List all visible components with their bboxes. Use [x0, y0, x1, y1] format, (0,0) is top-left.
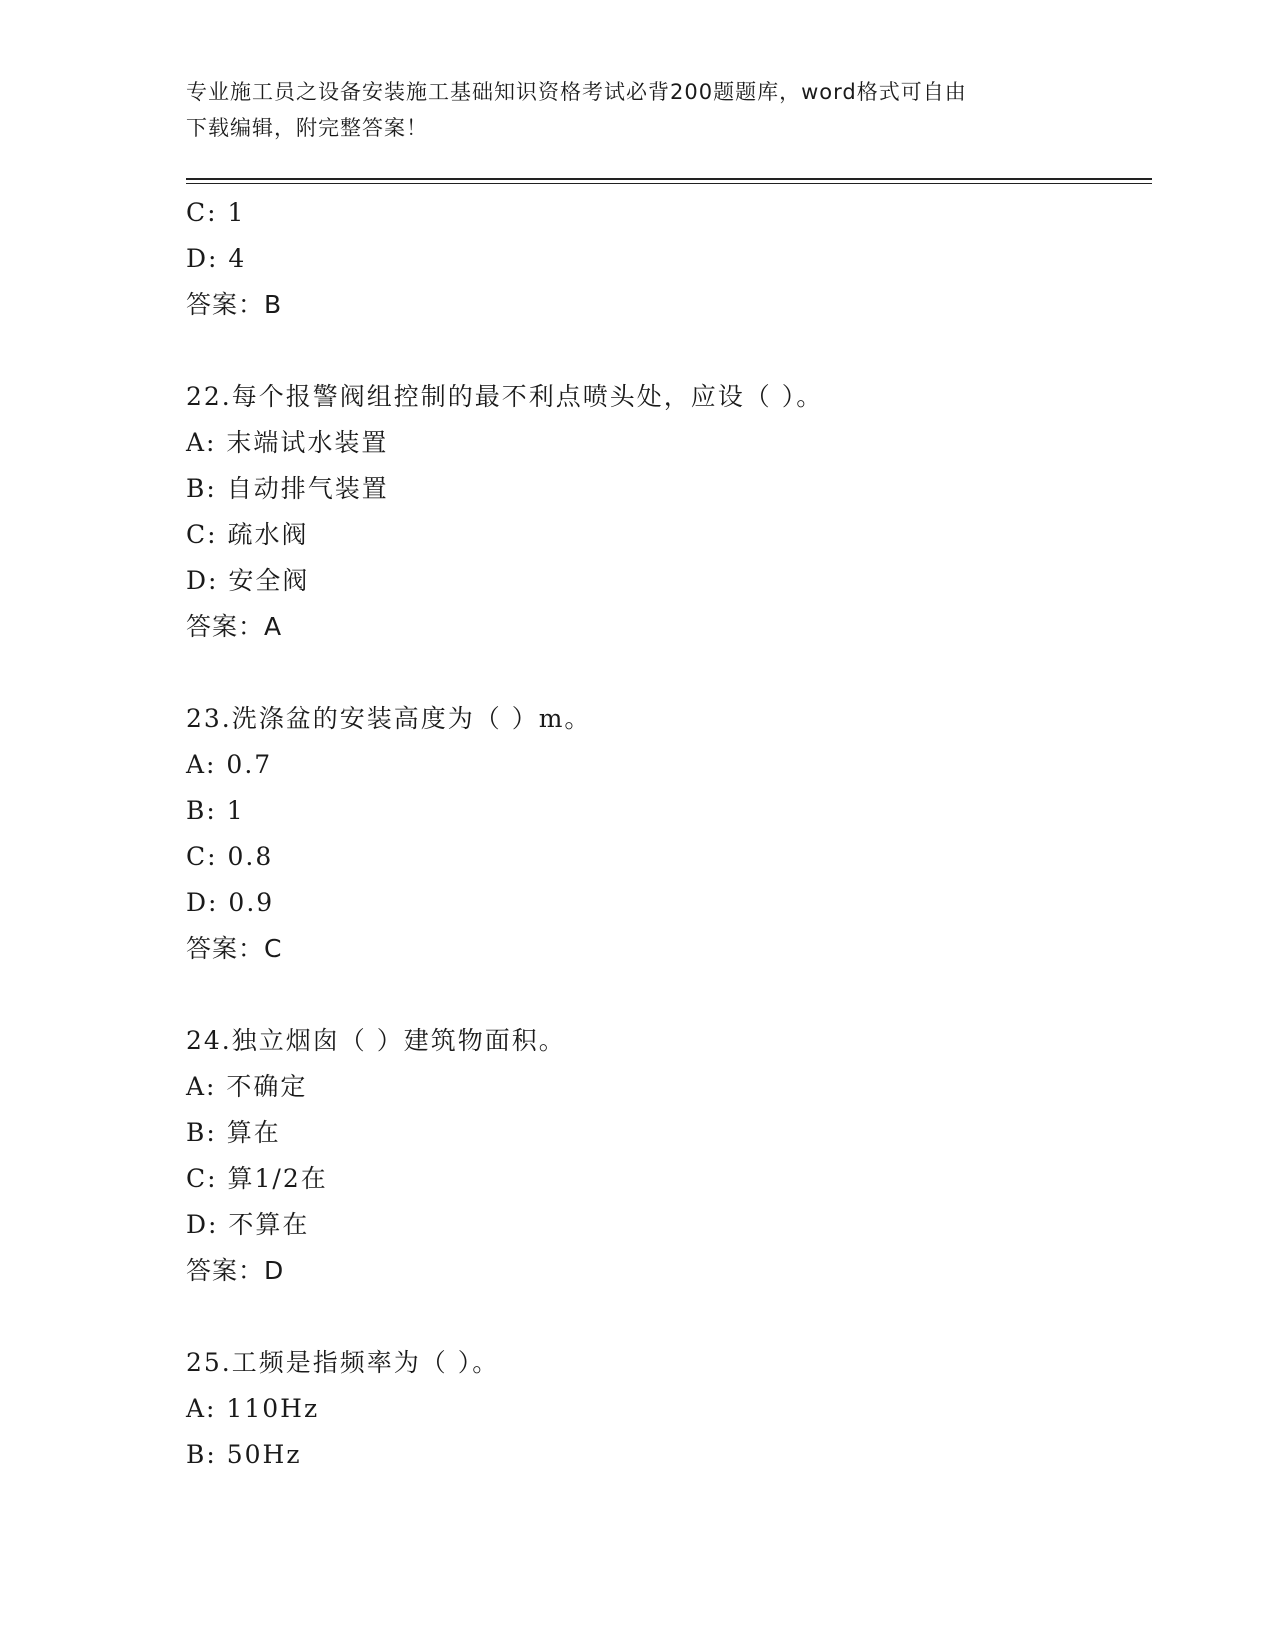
option-b: B: 50Hz [186, 1440, 302, 1469]
option-a: A: 0.7 [186, 750, 273, 779]
option-a: A: 末端试水装置 [186, 428, 389, 457]
question-stem: 22.每个报警阀组控制的最不利点喷头处，应设（ ）。 [186, 382, 824, 411]
answer: 答案：B [186, 290, 283, 319]
question-23 [186, 696, 1146, 972]
option-b: B: 自动排气装置 [186, 474, 389, 503]
header-line-2: 下载编辑，附完整答案！ [186, 116, 428, 140]
question-list [186, 190, 1146, 1478]
question-stem: 24.独立烟囱（ ）建筑物面积。 [186, 1026, 566, 1055]
question-24 [186, 1018, 1146, 1294]
header-line-1: 专业施工员之设备安装施工基础知识资格考试必背200题题库，word格式可自由 [186, 80, 967, 104]
option-d: D: 0.9 [186, 888, 275, 917]
document-header [186, 74, 1086, 146]
answer: 答案：D [186, 1256, 285, 1285]
answer: 答案：C [186, 934, 283, 963]
option-c: C: 1 [186, 198, 246, 227]
header-rule-thin [186, 183, 1152, 184]
option-d: D: 不算在 [186, 1210, 310, 1239]
option-b: B: 算在 [186, 1118, 281, 1147]
option-d: D: 4 [186, 244, 247, 273]
answer: 答案：A [186, 612, 283, 641]
option-a: A: 110Hz [186, 1394, 320, 1423]
option-c: C: 算1/2在 [186, 1164, 328, 1193]
option-b: B: 1 [186, 796, 245, 825]
question-22 [186, 374, 1146, 650]
option-a: A: 不确定 [186, 1072, 308, 1101]
option-c: C: 疏水阀 [186, 520, 309, 549]
option-c: C: 0.8 [186, 842, 274, 871]
question-25 [186, 1340, 1146, 1478]
question-21-tail [186, 190, 1146, 328]
option-d: D: 安全阀 [186, 566, 310, 595]
question-stem: 25.工频是指频率为（ ）。 [186, 1348, 500, 1377]
header-rule-thick [186, 178, 1152, 180]
question-stem: 23.洗涤盆的安装高度为（ ）m。 [186, 704, 592, 733]
